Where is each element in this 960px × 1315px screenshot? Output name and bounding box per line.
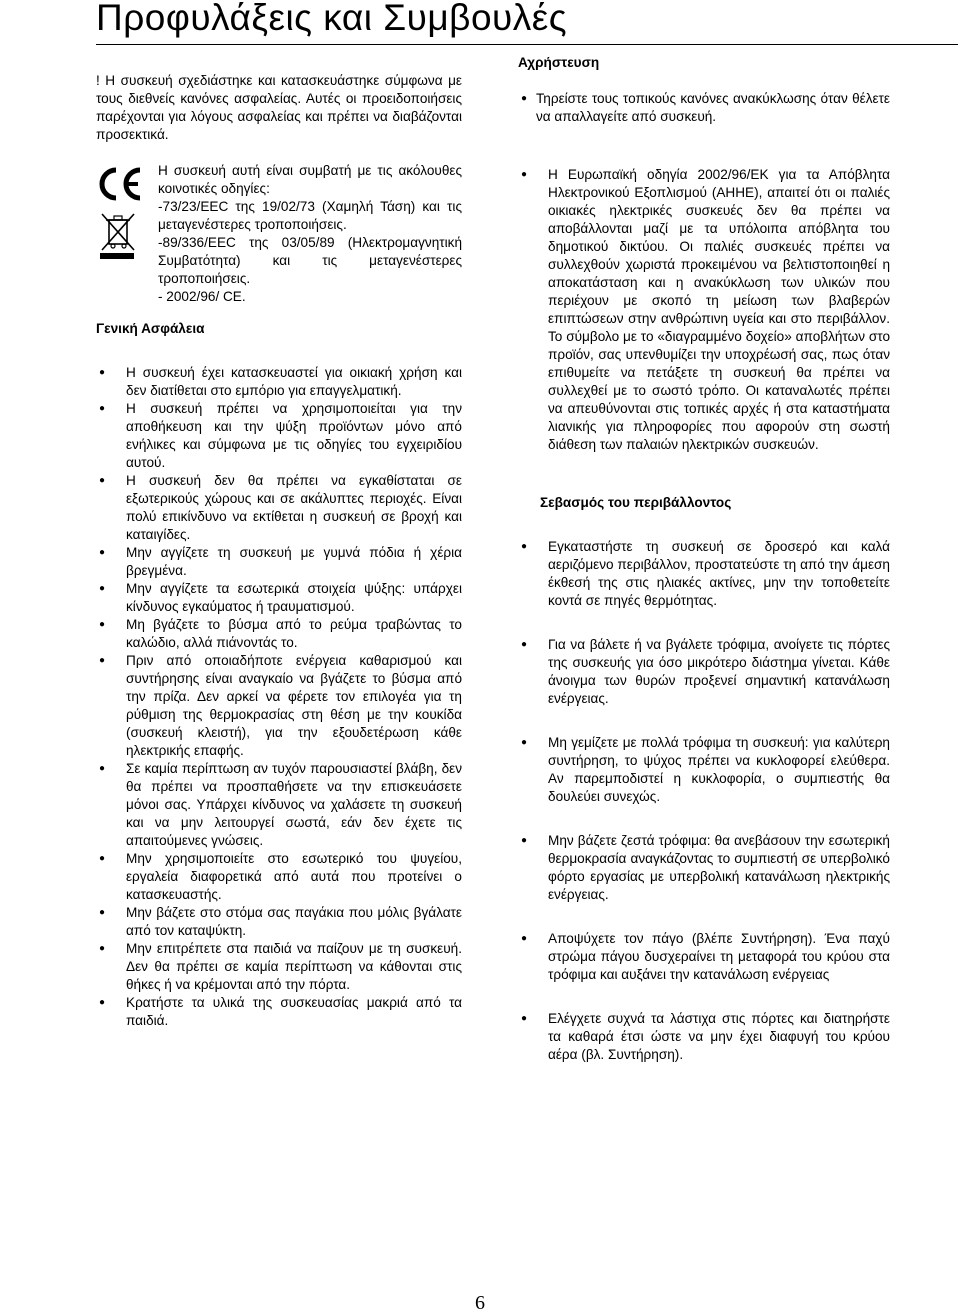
title-rule: [96, 44, 958, 45]
compliance-block: [96, 162, 462, 306]
right-column: [518, 54, 890, 1064]
page-title: Προφυλάξεις και Συμβουλές: [96, 0, 568, 38]
general-safety-list: [96, 364, 462, 1030]
disposal-list: [518, 90, 890, 126]
list-item: ● Η συσκευή δεν θα πρέπει να εγκαθίσταται σε εξωτερικούς χώρους και σε ακάλυπτες περιοχές. Είναι πολύ επικίνδυνο να εκτίθεται η συσκευή σε βροχή και καταιγίδες.: [96, 472, 462, 544]
compliance-line-2: -73/23/EEC της 19/02/73 (Χαμηλή Τάση) και τις μεταγενέστερες τροποποιήσεις.: [158, 199, 462, 232]
list-item: ● Μην επιτρέπετε στα παιδιά να παίζουν με τη συσκευή. Δεν θα πρέπει σε καμία περίπτωση να κάθονται στις θήκες ή να κρέμονται από την πόρτα.: [96, 940, 462, 994]
crossed-out-bin-icon: [98, 210, 138, 260]
weee-list: [518, 166, 890, 454]
environment-heading: Σεβασμός του περιβάλλοντος: [540, 495, 732, 510]
general-safety-heading: Γενική Ασφάλεια: [96, 321, 205, 336]
compliance-line-1: Η συσκευή αυτή είναι συμβατή με τις ακόλουθες κοινοτικές οδηγίες:: [158, 163, 462, 196]
list-item: ● Ελέγχετε συχνά τα λάστιχα στις πόρτες και διατηρήστε τα καθαρά έτσι ώστε να μην έχει διαφυγή του κρύου αέρα (βλ. Συντήρηση).: [518, 1010, 890, 1064]
list-item: ● Μην χρησιμοποιείτε στο εσωτερικό του ψυγείου, εργαλεία διαφορετικά από αυτά που προτείνει ο κατασκευαστής.: [96, 850, 462, 904]
compliance-line-4: - 2002/96/ CE.: [158, 289, 246, 304]
list-item: ● Μη γεμίζετε με πολλά τρόφιμα τη συσκευή: για καλύτερη συντήρηση, το ψύχος πρέπει να κυκλοφορεί ελεύθερα. Αν παρεμποδιστεί η κυκλοφορία, ο συμπιεστής θα δουλεύει συνεχώς.: [518, 734, 890, 806]
compliance-line-3: -89/336/EEC της 03/05/89 (Ηλεκτρομαγνητική Συμβατότητα) και τις μεταγενέστερες τροποποιήσεις.: [158, 235, 462, 286]
ce-mark-icon: [96, 164, 144, 204]
list-item: ● Κρατήστε τα υλικά της συσκευασίας μακριά από τα παιδιά.: [96, 994, 462, 1030]
page-number: 6: [475, 1292, 485, 1314]
list-item: ● Πριν από οποιαδήποτε ενέργεια καθαρισμού και συντήρησης είναι αναγκαίο να βγάζετε το βύσμα από την πρίζα. Δεν αρκεί να φέρετε τον επιλογέα για τη ρύθμιση της θερμοκρασίας στη θέση με την κουκίδα (συσκευή κλειστή), για την εξουδετέρωση κάθε ηλεκτρικής επαφής.: [96, 652, 462, 760]
list-item: ● Μην βάζετε ζεστά τρόφιμα: θα ανεβάσουν την εσωτερική θερμοκρασία αναγκάζοντας το συμπιεστή σε υπερβολικό φόρτο εργασίας με υπερβολική κατανάλωση ηλεκτρικής ενέργειας.: [518, 832, 890, 904]
list-item: ● Μην βάζετε στο στόμα σας παγάκια που μόλις βγάλατε από τον καταψύκτη.: [96, 904, 462, 940]
intro-paragraph: ! Η συσκευή σχεδιάστηκε και κατασκευάστηκε σύμφωνα με τους διεθνείς κανόνες ασφαλείας. Αυτές οι προειδοποιήσεις παρέχονται για λόγους ασφαλείας και πρέπει να διαβάζονται προσεκτικά.: [96, 73, 462, 142]
list-item: ● Η Ευρωπαϊκή οδηγία 2002/96/ΕΚ για τα Απόβλητα Ηλεκτρονικού Εξοπλισμού (ΑΗΗΕ), απαιτεί ότι οι παλιές οικιακές ηλεκτρικές συσκευές δεν θα πρέπει να αποβάλλονται μαζί με τα υπόλοιπα απόβλητα του δημοτικού δικτύου. Οι παλιές συσκευές πρέπει να συλλεχθούν χωριστά προκειμένου να βελτιστοποιηθεί η αποκατάσταση και η ανακύκλωση των υλικών που περιέχουν με σκοπό τη μείωση των βλαβερών επιπτώσεων στην ανθρώπινη υγεία και στο περιβάλλον. Το σύμβολο με το «διαγραμμένο δοχείο» αποβλήτων στο προϊόν, σας υπενθυμίζει την υποχρέωσή σας, πως όταν επιθυμείτε να πετάξετε τη συσκευή θα πρέπει να συλλεχθεί με το σωστό τρόπο. Οι καταναλωτές πρέπει να απευθύνονται στις τοπικές αρχές ή στα καταστήματα λιανικής για πληροφορίες που αφορούν στη σωστή διάθεση των παλαιών ηλεκτρικών συσκευών.: [518, 166, 890, 454]
list-item: ● Για να βάλετε ή να βγάλετε τρόφιμα, ανοίγετε τις πόρτες της συσκευής για όσο μικρότερο διάστημα γίνεται. Κάθε άνοιγμα των θυρών προξενεί σημαντική κατανάλωση ενέργειας.: [518, 636, 890, 708]
list-item: ● Μην αγγίζετε τα εσωτερικά στοιχεία ψύξης: υπάρχει κίνδυνος εγκαύματος ή τραυματισμού.: [96, 580, 462, 616]
list-item: ● Αποψύχετε τον πάγο (βλέπε Συντήρηση). Ένα παχύ στρώμα πάγου δυσχεραίνει τη μεταφορά του κρύου στα τρόφιμα και αυξάνει την κατανάλωση ενέργειας: [518, 930, 890, 984]
list-item: ● Σε καμία περίπτωση αν τυχόν παρουσιαστεί βλάβη, δεν θα πρέπει να προσπαθήσετε να την επισκευάσετε μόνοι σας. Υπάρχει κίνδυνος να χαλάσετε τη συσκευή και να μην λειτουργεί σωστά, εάν δεν έχετε τις απαιτούμενες γνώσεις.: [96, 760, 462, 850]
environment-list: [518, 538, 890, 1064]
list-item: ● Μην αγγίζετε τη συσκευή με γυμνά πόδια ή χέρια βρεγμένα.: [96, 544, 462, 580]
list-item: ● Τηρείστε τους τοπικούς κανόνες ανακύκλωσης όταν θέλετε να απαλλαγείτε από συσκευή.: [518, 90, 890, 126]
disposal-heading: Αχρήστευση: [518, 55, 600, 70]
list-item: ● Εγκαταστήστε τη συσκευή σε δροσερό και καλά αεριζόμενο περιβάλλον, προστατεύστε τη από την άμεση έκθεσή της στις ηλιακές ακτίνες, μην την τοποθετείτε κοντά σε πηγές θερμότητας.: [518, 538, 890, 610]
list-item: ● Μη βγάζετε το βύσμα από το ρεύμα τραβώντας το καλώδιο, αλλά πιάνοντάς το.: [96, 616, 462, 652]
left-column: [96, 72, 462, 1030]
list-item: ● Η συσκευή πρέπει να χρησιμοποιείται για την αποθήκευση και την ψύξη προϊόντων μόνο από ενήλικες και σύμφωνα με τις οδηγίες του εγχειριδίου αυτού.: [96, 400, 462, 472]
list-item: ● Η συσκευή έχει κατασκευαστεί για οικιακή χρήση και δεν διατίθεται στο εμπόριο για επαγγελματική.: [96, 364, 462, 400]
